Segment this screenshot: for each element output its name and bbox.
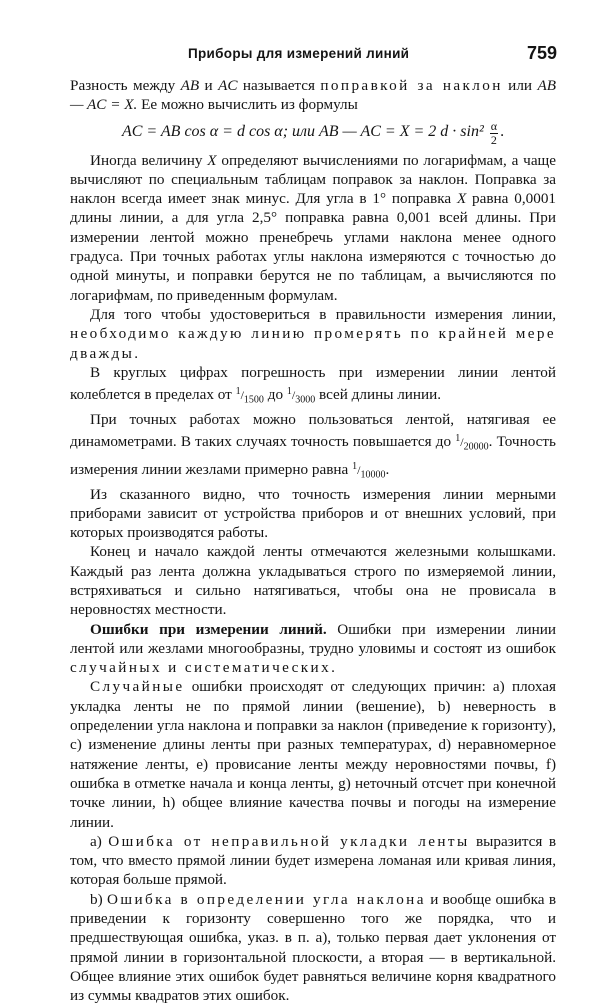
paragraph-double-measurement: Для того чтобы удостовериться в правильности измерения линии, необходимо каждую линию промерять по крайней мере дважды. bbox=[70, 305, 556, 362]
formula-correction: AC = AB cos α = d cos α; или AB — AC = X = 2 d · sin² $\frac{\alpha}{2}$ . bbox=[121, 118, 505, 147]
paragraph-random-errors: Случайные ошибки происходят от следующих причин: a) плохая укладка ленты не по прямой линии (вешение), b) неверность в определении угла наклона и поправки за наклон (приведение к горизонту), c) изменение длины ленты при разных температурах, d) неравномерное натяжение ленты, e) провисание ленты между неровностями почвы, f) ошибка в отметке начала и конца ленты, g) неточный отсчет при конечной точке линии, h) общее влияние качества почвы и погоды на измерение линии. bbox=[70, 678, 556, 831]
paragraph-accuracy-conditions: Из сказанного видно, что точность измерения линии мерными приборами зависит от устройства приборов и от внешних условий, при которых производятся работы. bbox=[70, 485, 556, 542]
paragraph-tape-error: В круглых цифрах погрешность при измерении линии лентой колеблется в пределах от $^1/_{1500}$ до $^1/_{3000}$ всей длины линии. bbox=[70, 363, 556, 406]
paragraph-tape-pegs: Конец и начало каждой ленты отмечаются железными колышками. Каждый раз лента должна укладываться строго по измеряемой линии, встряхиваться и сильно натягиваться, чтобы она не провисала в неровностях местности. bbox=[70, 543, 556, 619]
paragraph-correction-definition: Разность между AB и AC называется поправкой за наклон или AB — AC = X. Ее можно вычислить из формулы bbox=[70, 77, 556, 114]
fraction-1-10000: $^1/_{10000}$ bbox=[352, 460, 386, 481]
paragraph-logarithms: Иногда величину X определяют вычислениями по логарифмам, а чаще вычисляют по специальным таблицам поправок за наклон. Поправка за наклон всегда имеет знак минус. Для угла в 1° поправка X равна 0,0001 длины линии, а для угла 2,5° поправка равна 0,001 всей длины. При измерении лентой можно пренебречь углами наклона менее одного градуса. При точных работах углы наклона измеряются с точностью до одной минуты, и поправки берутся не по таблицам, а вычисляются по логарифмам, по приведенным формулам. bbox=[70, 151, 557, 304]
paragraph-dynamometers: При точных работах можно пользоваться лентой, натягивая ее динамометрами. В таких случаях точность повышается до $^1/_{20000}$. Точность измерения линии жезлами примерно равна $^1/_{10000}$. bbox=[70, 410, 556, 481]
paragraph-error-b: b) Ошибка в определении угла наклона и вообще ошибка в приведении к горизонту совершенно того же порядка, что и предшествующая ошибка, указ. в п. a), только первая дает уклонения от прямой линии в горизонтальной плоскости, а вторая — в вертикальной. Общее влияние этих ошибок будет равняться величине корня квадратного из суммы квадратов этих ошибок. bbox=[70, 890, 556, 1005]
running-head: Приборы для измерений линий bbox=[188, 46, 410, 61]
paragraph-errors-heading: Ошибки при измерении линий. Ошибки при измерении линии лентой или жезлами многообразны, трудно уловимы и состоят из ошибок случайных и систематических. bbox=[70, 620, 556, 677]
fraction-1-20000: $^1/_{20000}$ bbox=[455, 433, 489, 453]
fraction-1-3000: $^1/_{3000}$ bbox=[286, 386, 316, 406]
page-header bbox=[0, 44, 600, 68]
section-heading: Ошибки при измерении линий. bbox=[90, 620, 327, 638]
page-number: 759 bbox=[527, 43, 558, 63]
body-text bbox=[70, 76, 556, 1006]
term-correction: поправкой за наклон bbox=[320, 77, 503, 94]
fraction-1-1500: $^1/_{1500}$ bbox=[235, 386, 264, 406]
paragraph-error-a: a) Ошибка от неправильной укладки ленты выразится в том, что вместо прямой линии будет измерена ломаная или кривая линия, которая больше прямой. bbox=[70, 832, 556, 889]
formula-fraction: $\frac{\alpha}{2}$ bbox=[490, 118, 498, 147]
